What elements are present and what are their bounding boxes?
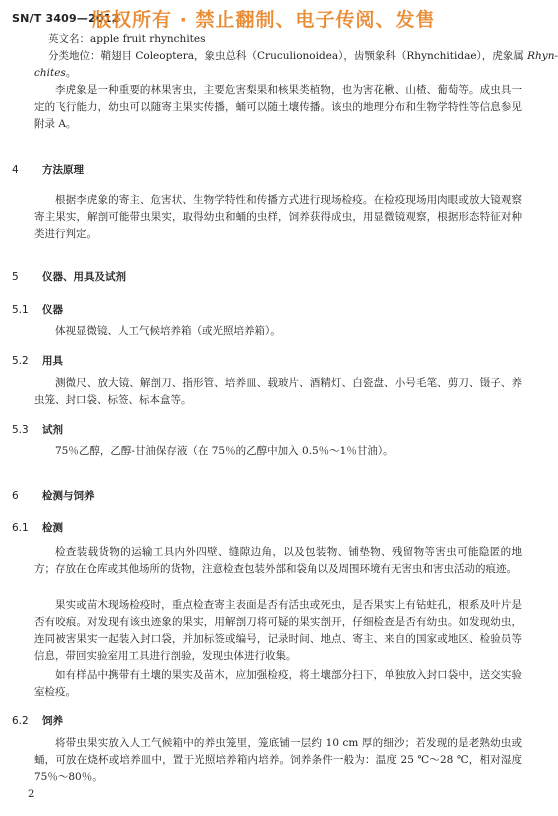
section-5-heading — [12, 269, 126, 284]
subsection-number: 5.2 — [12, 355, 29, 367]
section-title: 仪器、用具及试剂 — [42, 271, 126, 283]
subsection-title: 用具 — [42, 355, 63, 367]
section-title: 检测与饲养 — [42, 490, 95, 502]
section-6-1-para-1: 检查装载货物的运输工具内外四壁、缝隙边角，以及包装物、铺垫物、残留物等害虫可能隐匿的地方；存放在仓库或其他场所的货物，注意检查包装外部和袋角以及周围环境有无害虫和害虫活动的痕迹。 — [34, 546, 522, 575]
section-5-2-text: 测微尺、放大镜、解剖刀、指形管、培养皿、载玻片、酒精灯、白瓷盘、小号毛笔、剪刀、镊子、养虫笼、封口袋、标签、标本盒等。 — [34, 377, 522, 406]
subsection-title: 检测 — [42, 522, 63, 534]
section-5-1-heading — [12, 302, 63, 317]
section-title: 方法原理 — [42, 164, 84, 176]
section-5-3-heading — [12, 422, 63, 437]
subsection-number: 5.3 — [12, 424, 29, 436]
subsection-number: 6.1 — [12, 522, 29, 534]
english-name: 英文名：apple fruit rhynchites — [48, 33, 206, 45]
copyright-watermark: 版权所有 · 禁止翻制、电子传阅、发售 — [92, 9, 436, 31]
section-5-1-text: 体视显微镜、人工气候培养箱（或光照培养箱）。 — [55, 325, 281, 337]
doc-code: SN/T 3409—2012 — [12, 12, 120, 25]
section-number: 4 — [12, 164, 19, 176]
classification-line — [48, 49, 558, 63]
section-number: 5 — [12, 271, 19, 283]
section-number: 6 — [12, 490, 19, 502]
section-6-1-para-3: 如有样品中携带有土壤的果实及苗木，应加强检疫，将土壤部分扫下，单独放入封口袋中，送交实验室检疫。 — [34, 669, 522, 698]
section-5-3-text: 75％乙醇，乙醇-甘油保存液（在 75％的乙醇中加入 0.5％～1％甘油）。 — [55, 445, 394, 457]
section-4-paragraph: 根据李虎象的寄主、危害状、生物学特性和传播方式进行现场检疫。在检疫现场用肉眼或放大镜观察寄主果实，解剖可能带虫果实，取得幼虫和蛹的虫样，饲养获得成虫，用显微镜观察，根据形态特征对种类进行判定。 — [34, 194, 522, 240]
genus-name-cont: chites — [34, 67, 66, 79]
subsection-title: 仪器 — [42, 304, 63, 316]
classification-cont — [34, 66, 76, 80]
section-4-heading — [12, 162, 84, 177]
section-6-2-heading — [12, 713, 63, 728]
subsection-title: 饲养 — [42, 715, 63, 727]
section-6-1-para-2: 果实或苗木现场检疫时，重点检查寄主表面是否有活虫或死虫，是否果实上有钻蛀孔，根系及叶片是否有咬痕。对发现有该虫迹象的果实，用解剖刀将可疑的果实剖开，仔细检查是否有幼虫。如发现幼虫，连同被害果实一起装入封口袋，并加标签或编号，记录时间、地点、寄主、来自的国家或地区、检验员等信息，带回实验室用工具进行剖验，发现虫体进行收集。 — [34, 599, 522, 662]
subsection-number: 5.1 — [12, 304, 29, 316]
section-6-2-para: 将带虫果实放入人工气候箱中的养虫笼里，笼底铺一层约 10 cm 厚的细沙；若发现的是老熟幼虫或蛹，可放在烧杯或培养皿中，置于光照培养箱内培养。饲养条件一般为：温度 25 ℃～28 ℃，相对湿度 75％～80％。 — [34, 737, 522, 783]
classification-end: 。 — [65, 67, 77, 79]
intro-paragraph: 李虎象是一种重要的林果害虫，主要危害梨果和核果类植物，也为害花楸、山楂、葡萄等。成虫具一定的飞行能力，幼虫可以随寄主果实传播，蛹可以随土壤传播。该虫的地理分布和生物学特性等信息参见附录 A。 — [34, 84, 522, 130]
section-5-2-heading — [12, 353, 63, 368]
subsection-number: 6.2 — [12, 715, 29, 727]
subsection-title: 试剂 — [42, 424, 63, 436]
genus-name: Rhyn- — [527, 50, 558, 62]
section-6-1-heading — [12, 520, 63, 535]
classification-text: 分类地位：鞘翅目 Coleoptera，象虫总科（Cruculionoidea），齿颚象科（Rhynchitidae），虎象属 — [48, 50, 528, 62]
section-6-heading — [12, 488, 95, 503]
page-number: 2 — [28, 789, 35, 800]
